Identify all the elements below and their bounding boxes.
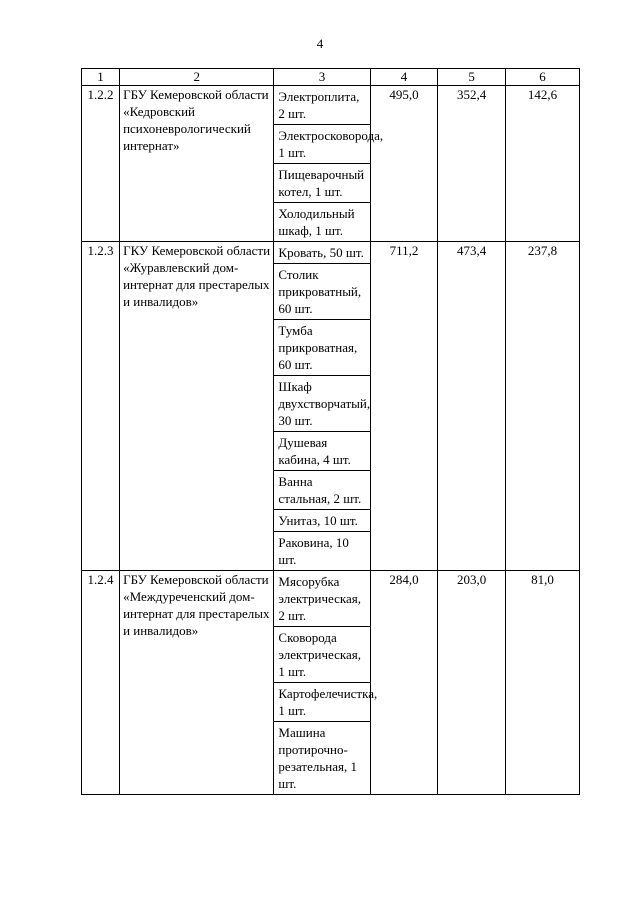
equipment-item: Сковорода электрическая, 1 шт. — [274, 626, 369, 682]
equipment-item: Унитаз, 10 шт. — [274, 509, 369, 531]
header-cell: 1 — [82, 69, 120, 86]
table-header-row — [82, 69, 580, 86]
header-cell: 5 — [438, 69, 506, 86]
document-table — [81, 68, 580, 795]
row-number: 1.2.2 — [82, 86, 120, 242]
equipment-item: Душевая кабина, 4 шт. — [274, 431, 369, 470]
table-row — [82, 242, 580, 571]
table-row — [82, 86, 580, 242]
equipment-item: Столик прикроватный, 60 шт. — [274, 263, 369, 319]
header-cell: 2 — [120, 69, 274, 86]
equipment-item: Электроплита, 2 шт. — [278, 89, 360, 121]
equipment-item: Машина протирочно-резательная, 1 шт. — [274, 721, 369, 794]
equipment-item: Раковина, 10 шт. — [274, 531, 369, 570]
equipment-item: Кровать, 50 шт. — [278, 245, 364, 260]
row-number: 1.2.3 — [82, 242, 120, 571]
equipment-item: Шкаф двухстворчатый, 30 шт. — [274, 375, 369, 431]
value-col6: 237,8 — [505, 242, 579, 571]
value-col6: 142,6 — [505, 86, 579, 242]
value-col4: 711,2 — [370, 242, 438, 571]
institution-name: ГКУ Кемеровской области «Журавлевский дом-интернат для престарелых и инвалидов» — [120, 242, 274, 571]
header-cell: 4 — [370, 69, 438, 86]
value-col5: 473,4 — [438, 242, 506, 571]
row-number: 1.2.4 — [82, 571, 120, 795]
value-col5: 203,0 — [438, 571, 506, 795]
equipment-item: Мясорубка электрическая, 2 шт. — [278, 574, 361, 623]
equipment-item: Электросковорода, 1 шт. — [274, 124, 369, 163]
institution-name: ГБУ Кемеровской области «Кедровский психоневрологический интернат» — [120, 86, 274, 242]
equipment-item: Картофелечистка, 1 шт. — [274, 682, 369, 721]
value-col4: 495,0 — [370, 86, 438, 242]
value-col6: 81,0 — [505, 571, 579, 795]
equipment-item: Пищеварочный котел, 1 шт. — [274, 163, 369, 202]
value-col5: 352,4 — [438, 86, 506, 242]
equipment-item: Ванна стальная, 2 шт. — [274, 470, 369, 509]
value-col4: 284,0 — [370, 571, 438, 795]
table-row — [82, 571, 580, 795]
institution-name: ГБУ Кемеровской области «Междуреченский дом-интернат для престарелых и инвалидов» — [120, 571, 274, 795]
page-number: 4 — [316, 36, 324, 51]
header-cell: 3 — [274, 69, 370, 86]
header-cell: 6 — [505, 69, 579, 86]
equipment-item: Тумба прикроватная, 60 шт. — [274, 319, 369, 375]
equipment-item: Холодильный шкаф, 1 шт. — [274, 202, 369, 241]
